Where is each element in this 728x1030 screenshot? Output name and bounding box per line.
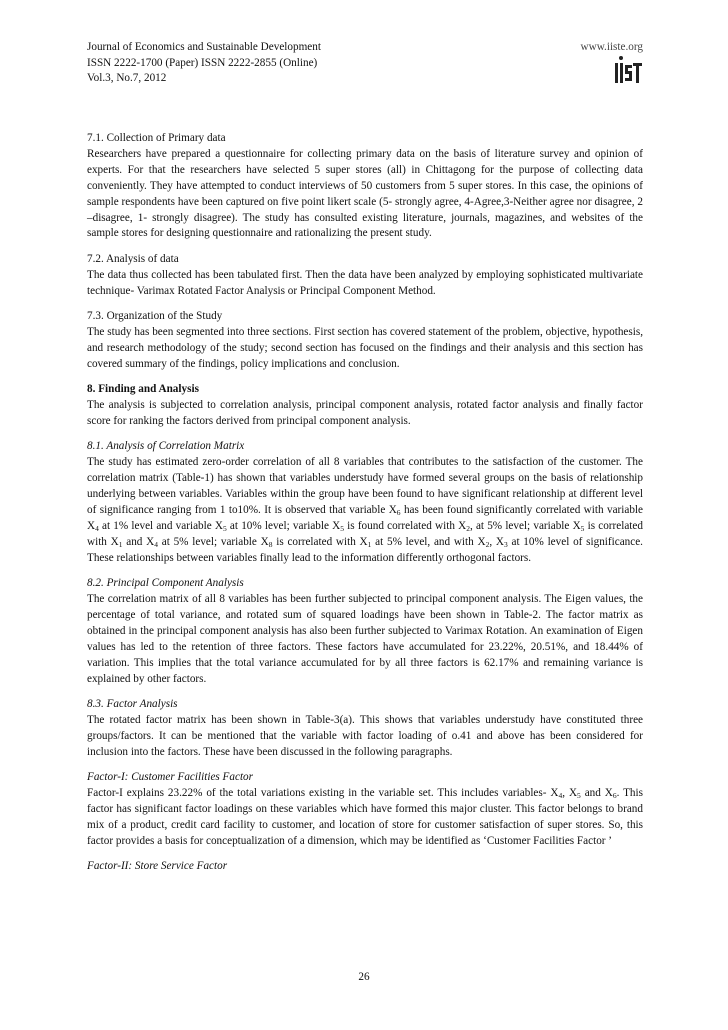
section-heading: Factor-II: Store Service Factor (87, 860, 228, 873)
factor-2 (87, 859, 643, 875)
journal-title: Journal of Economics and Sustainable Development (87, 41, 321, 53)
section-heading: Factor-I: Customer Facilities Factor (87, 771, 254, 784)
section-7-1 (87, 131, 643, 242)
section-heading: 8.2. Principal Component Analysis (87, 577, 244, 590)
paragraph: The rotated factor matrix has been shown in Table-3(a). This shows that variables understudy have constituted three groups/factors. It can be mentioned that the variable with factor loading of o.41 and above has been considered for inclusion into the factors. These have been discussed in the following paragraphs. (87, 713, 643, 758)
section-8-3 (87, 697, 643, 761)
iiste-logo (613, 55, 643, 85)
section-heading: 8.3. Factor Analysis (87, 698, 178, 710)
paragraph: Researchers have prepared a questionnaire for collecting primary data on the basis of literature survey and opinion of experts. For that the researchers have selected 5 super stores (all) in Chittagong for the purpose of collecting data conveniently. They have attempted to conduct interviews of 50 customers from 5 super stores. In this case, the opinions of sample respondents have been captured on five point likert scale (5- strongly agree, 4-Agree,3-Neither agree nor disagree, 2 –disagree, 1- strongly disagree). The study has consulted existing literature, journals, magazines, and websites of the sample stores for designing questionnaire and rationalizing the present study. (87, 147, 643, 240)
paragraph: The correlation matrix of all 8 variables has been further subjected to principal component analysis. The Eigen values, the percentage of total variance, and rotated sum of squared loadings have been shown in Table-2. The factor matrix as obtained in the principal component analysis has also been further subjected to Varimax Rotation. An examination of Eigen values has led to the retention of three factors. These factors have accumulated for 23.22%, 20.51%, and 18.44% of variation. This implies that the total variance accumulated for by all three factors is 62.17% and remaining variance is explained by other factors. (87, 593, 643, 685)
paragraph: Factor-I explains 23.22% of the total variations existing in the variable set. This includes variables- $X_4$, $X_5$ and $X_6$. This factor has significant factor loadings on these variables which have formed this major cluster. This factor belongs to brand mix of a product, credit card facility to customer, and location of store for customer satisfaction of super stores. So, this factor provides a basis for conceptualization of a dimension, which may be identified as ‘Customer Facilities Factor ’ (87, 787, 643, 847)
journal-issn: ISSN 2222-1700 (Paper) ISSN 2222-2855 (Online) (87, 56, 318, 69)
paragraph: The study has estimated zero-order correlation of all 8 variables that contributes to the satisfaction of the customer. The correlation matrix (Table-1) has shown that variables understudy have formed several groups on the basis of relationship underlying between variables. Variables within the group have been found to have significant relationship at different level of significance ranging from 1 to10%. It is observed that variable $X_6$ has been found significantly correlated with variable $X_4$ at 1% level and variable $X_5$ at 10% level; variable $X_5$ is found correlated with $X_2$, at 5% level; variable $X_5$ is correlated with $X_1$ and $X_4$ at 5% level; variable $X_8$ is correlated with $X_1$ at 5% level, and with $X_2$, $X_3$ at 10% level of significance. These relationships between variables finally lead to the information differently orthogonal factors. (87, 456, 643, 564)
page-header (87, 40, 643, 88)
section-heading: 7.2. Analysis of data (87, 252, 179, 265)
factor-1 (87, 770, 643, 850)
section-8 (87, 382, 643, 430)
paragraph: The study has been segmented into three sections. First section has covered statement of the problem, objective, hypothesis, and research methodology of the study; second section has focused on the findings and their analysis and this section has covered summary of the findings, policy implications and conclusion. (87, 325, 643, 370)
journal-header (87, 40, 643, 88)
section-8-1 (87, 439, 643, 566)
section-7-2 (87, 252, 643, 300)
section-heading: 7.3. Organization of the Study (87, 310, 223, 323)
section-heading: 8.1. Analysis of Correlation Matrix (87, 440, 245, 453)
journal-volume: Vol.3, No.7, 2012 (87, 72, 167, 84)
section-7-3 (87, 309, 643, 373)
paragraph: The analysis is subjected to correlation analysis, principal component analysis, rotated factor analysis and finally factor score for ranking the factors derived from principal component analysis. (87, 399, 643, 427)
section-heading: 8. Finding and Analysis (87, 383, 199, 396)
journal-url[interactable]: www.iiste.org (580, 41, 643, 53)
section-heading: 7.1. Collection of Primary data (87, 132, 226, 144)
section-8-2 (87, 576, 643, 687)
paragraph: The data thus collected has been tabulated first. Then the data have been analyzed by employing sophisticated multivariate technique- Varimax Rotated Factor Analysis or Principal Component Method. (87, 268, 643, 297)
article-body (87, 131, 643, 875)
page-number: 26 (358, 971, 370, 983)
